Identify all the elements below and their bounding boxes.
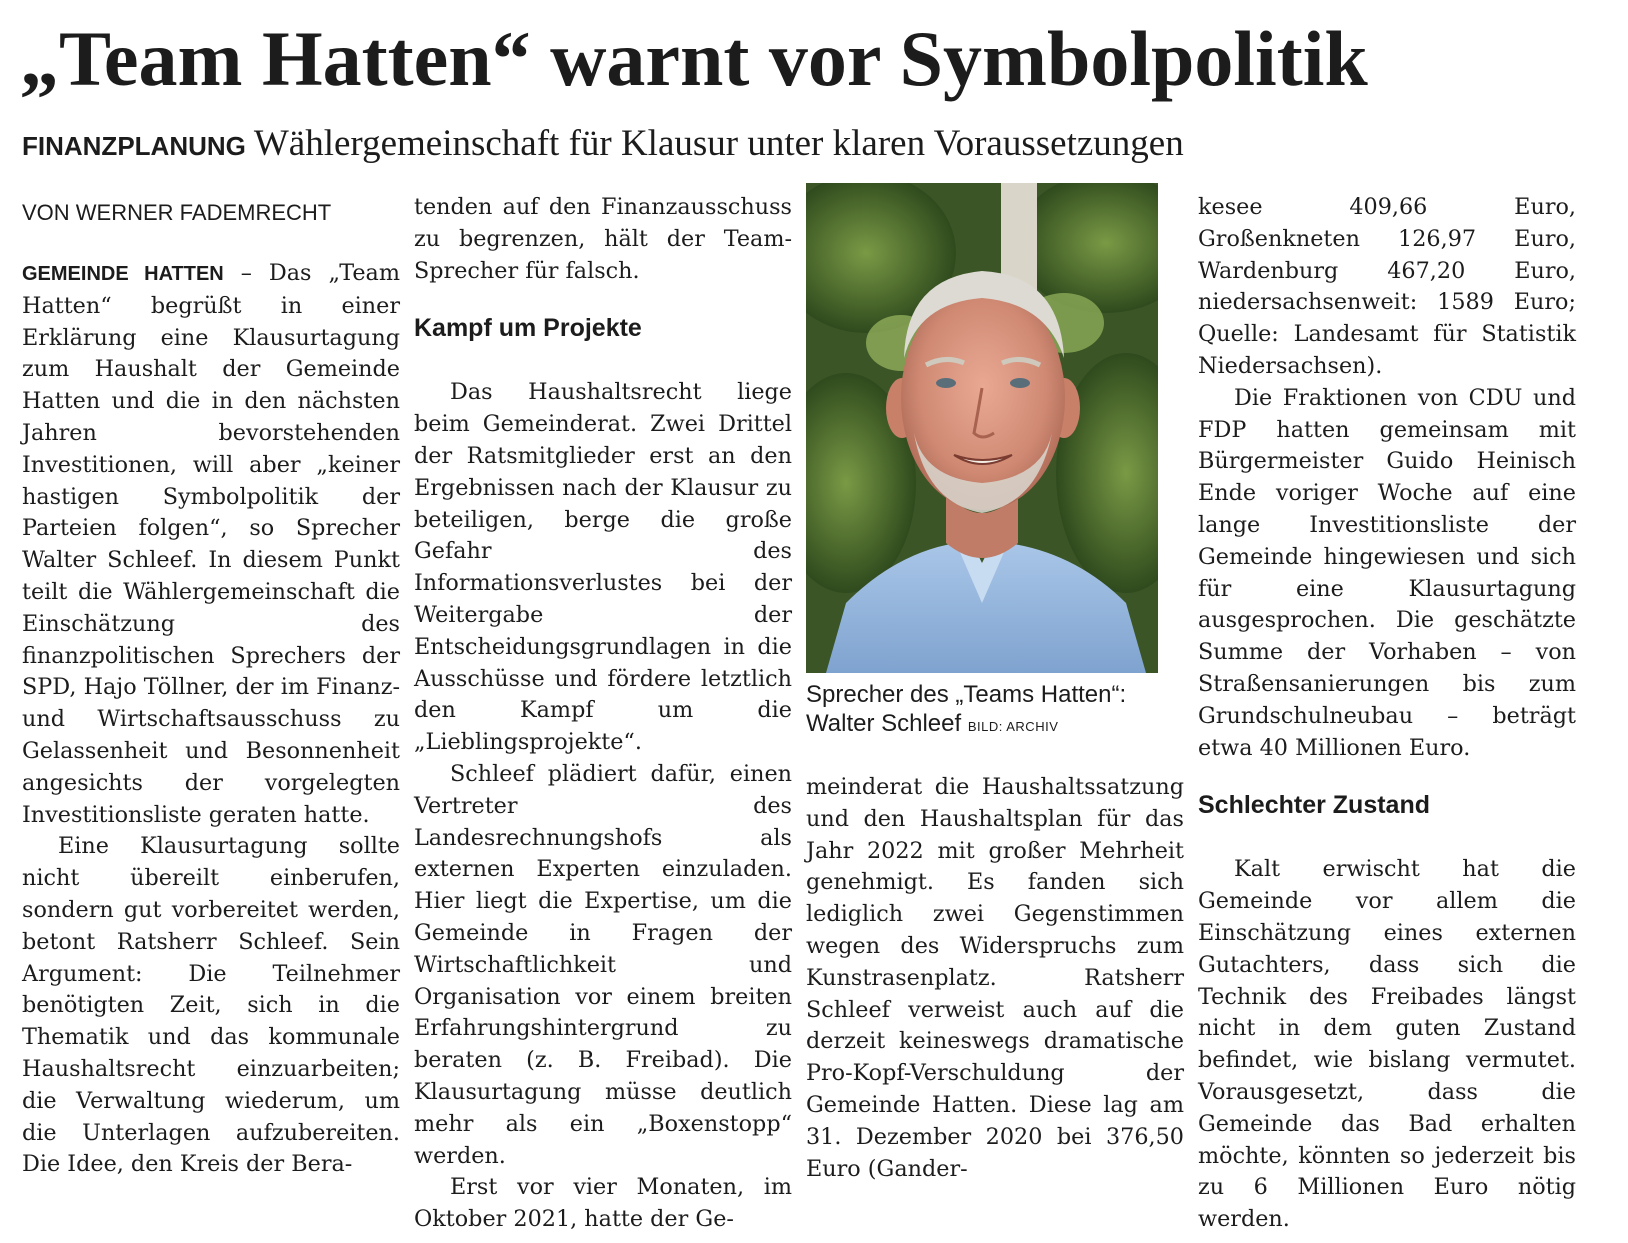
- paragraph: kesee 409,66 Euro, Großenkneten 126,97 Euro, Wardenburg 467,20 Euro, niedersachsenweit: 1589 Euro; Quelle: Landesamt für Statistik Niedersachsen).: [1198, 194, 1576, 379]
- paragraph: [22, 258, 400, 831]
- byline: VON WERNER FADEMRECHT: [22, 200, 332, 225]
- paragraph: Kalt erwischt hat die Gemeinde vor allem die Einschätzung eines externen Gutachters, dass sich die Technik des Freibades längst nicht in dem guten Zustand befindet, wie bislang vermutet. Vorausgesetzt, dass die Gemeinde das Bad erhalten möchte, könnten so jederzeit bis zu 6 Millionen Euro nötig werden.: [1198, 856, 1576, 1233]
- paragraph-text: – Das „Team Hatten“ begrüßt in einer Erklärung eine Klausurtagung zum Haushalt der Gemeinde Hatten und die in den nächsten Jahren bevorstehenden Investitionen, will aber „keiner hastigen Symbolpolitik der Parteien folgen“, so Sprecher Walter Schleef. In diesem Punkt teilt die Wählergemeinschaft die Einschätzung des finanzpolitischen Sprechers der SPD, Hajo Töllner, der im Finanz- und Wirtschaftsausschuss zu Gelassenheit und Besonnenheit angesichts der vorgelegten Investitionsliste geraten hatte.: [22, 260, 400, 828]
- paragraph: meinderat die Haushaltssatzung und den Haushaltsplan für das Jahr 2022 mit großer Mehrheit genehmigt. Es fanden sich lediglich zwei Gegenstimmen wegen des Widerspruchs zum Kunstrasenplatz. Ratsherr Schleef verweist auch auf die derzeit keineswegs dramatische Pro-Kopf-Verschuldung der Gemeinde Hatten. Diese lag am 31. Dezember 2020 bei 376,50 Euro (Gander-: [806, 774, 1184, 1182]
- subheadline: [22, 122, 1622, 172]
- portrait-illustration: [806, 183, 1158, 673]
- paragraph: Schleef plädiert dafür, einen Vertreter des Landesrechnungshofs als externen Experten einzuladen. Hier liegt die Expertise, um die Gemeinde in Fragen der Wirtschaftlichkeit und Organisation vor einem breiten Erfahrungshintergrund zu beraten (z. B. Freibad). Die Klausurtagung müsse deutlich mehr als ein „Boxenstopp“ werden.: [414, 760, 792, 1169]
- article-column-2: [414, 192, 792, 1236]
- article-column-1: [22, 196, 400, 1181]
- paragraph: Die Fraktionen von CDU und FDP hatten gemeinsam mit Bürgermeister Guido Heinisch Ende voriger Woche auf eine lange Investitionsliste der Gemeinde hingewiesen und sich für eine Klausurtagung ausgesprochen. Die geschätzte Summe der Vorhaben – von Straßensanierungen bis zum Grundschulneubau – beträgt etwa 40 Millionen Euro.: [1198, 384, 1576, 761]
- paragraph: Das Haushaltsrecht liege beim Gemeinderat. Zwei Drittel der Ratsmitglieder erst an den Ergebnissen nach der Klausur zu beteiligen, berge die große Gefahr des Informationsverlustes bei der Weitergabe der Entscheidungsgrundlagen in die Ausschüsse und fördere letztlich den Kampf um die „Lieblingsprojekte“.: [414, 379, 792, 756]
- subheading-kampf: Kampf um Projekte: [414, 314, 642, 343]
- paragraph: tenden auf den Finanzausschuss zu begrenzen, hält der Team-Sprecher für falsch.: [414, 194, 792, 284]
- portrait-photo: [806, 183, 1158, 673]
- dateline: GEMEINDE HATTEN: [22, 263, 224, 285]
- article-column-4: [1198, 192, 1576, 1236]
- caption-text: Sprecher des „Teams Hatten“: Walter Schleef: [806, 681, 1127, 737]
- subheading-zustand: Schlechter Zustand: [1198, 791, 1430, 820]
- deck: Wählergemeinschaft für Klausur unter klaren Voraussetzungen: [253, 123, 1184, 164]
- photo-caption: [806, 680, 1166, 741]
- paragraph: Eine Klausurtagung sollte nicht übereilt einberufen, sondern gut vorbereitet werden, betont Ratsherr Schleef. Sein Argument: Die Teilnehmer benötigten Zeit, sich in die Thematik und das kommunale Haushaltsrecht einzuarbeiten; die Verwaltung wiederum, um die Unterlagen aufzubereiten. Die Idee, den Kreis der Bera-: [22, 833, 400, 1178]
- photo-credit: BILD: ARCHIV: [967, 719, 1059, 734]
- paragraph: Erst vor vier Monaten, im Oktober 2021, hatte der Ge-: [414, 1174, 792, 1233]
- headline: „Team Hatten“ warnt vor Symbolpolitik: [20, 15, 1368, 102]
- article-column-3: [806, 772, 1184, 1185]
- kicker: FINANZPLANUNG: [22, 131, 246, 161]
